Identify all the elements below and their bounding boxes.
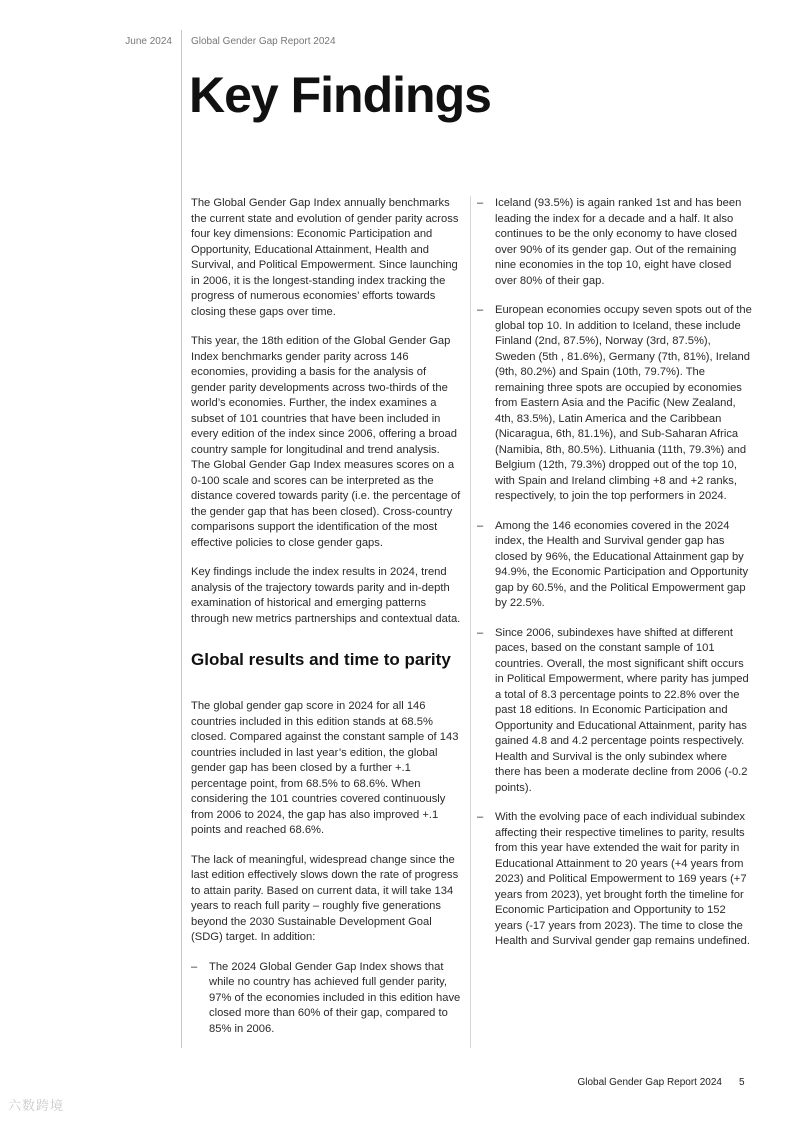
list-item xyxy=(477,519,752,612)
bullet-dash: – xyxy=(477,197,484,209)
section-heading: Global results and time to parity xyxy=(191,650,451,669)
header-report-title: Global Gender Gap Report 2024 xyxy=(191,36,336,47)
footer-report-title: Global Gender Gap Report 2024 xyxy=(577,1077,722,1088)
list-item xyxy=(191,960,461,1038)
key-findings-paragraph: Key findings include the index results in 2024, trend analysis of the trajectory towards parity and in-depth examination of historical and emerging patterns through new metrics partnerships and contextual data. xyxy=(191,566,461,625)
watermark-logo: 六数跨境 xyxy=(8,1098,65,1113)
right-column xyxy=(477,196,752,964)
list-item-text: The 2024 Global Gender Gap Index shows that while no country has achieved full gender parity, 97% of the economies included in this edition have closed more than 60% of their gap, compared to 85% in 2006. xyxy=(209,960,461,1035)
margin-divider xyxy=(181,30,182,1048)
list-item xyxy=(477,810,752,950)
edition-paragraph: This year, the 18th edition of the Global Gender Gap Index benchmarks gender parity across 146 economies, providing a basis for the analysis of gender parity developments across two-thirds of the world’s economies. Further, the index examines a subset of 101 countries that have been included in every edition of the index since 2006, offering a broad country sample for longitudinal and trend analysis. The Global Gender Gap Index measures scores on a 0-100 scale and scores can be interpreted as the distance covered towards parity (i.e. the percentage of the gender gap that has been closed). Cross-country comparisons support the identification of the most effective policies to close gender gaps. xyxy=(191,335,461,549)
left-column xyxy=(191,196,461,1051)
bullet-dash: – xyxy=(191,960,198,973)
list-item-text: Among the 146 economies covered in the 2024 index, the Health and Survival gender gap has closed by 96%, the Educational Attainment gap by 94.9%, the Economic Participation and Opportunity gap by 60.5%, and the Political Empowerment gap by 22.5%. xyxy=(495,519,749,609)
list-item xyxy=(477,626,752,797)
bullet-dash: – xyxy=(477,626,484,639)
list-item xyxy=(477,196,752,289)
bullet-dash: – xyxy=(477,811,484,823)
page-title: Key Findings xyxy=(189,67,491,123)
bullet-dash: – xyxy=(477,304,484,316)
list-item-text: Since 2006, subindexes have shifted at different paces, based on the constant sample of 101 countries. Overall, the most significant shift occurs in Political Empowerment, where parity has jumped a total of 8.3 percentage points to 22.8% over the past 18 editions. In Economic Participation and Opportunity and Educational Attainment, parity has gained 4.8 and 4.2 percentage points respectively. Health and Survival is the only subindex where there has been a moderate decline from 2006 (-0.2 points). xyxy=(495,626,749,794)
parity-paragraph: The lack of meaningful, widespread change since the last edition effectively slows down the rate of progress to attain parity. Based on current data, it will take 134 years to reach full parity – roughly five generations beyond the 2030 Sustainable Development Goal (SDG) target. In addition: xyxy=(191,853,459,943)
column-divider xyxy=(470,196,471,1048)
global-score-paragraph: The global gender gap score in 2024 for all 146 countries included in this edition stands at 68.5% closed. Compared against the constant sample of 143 countries included in last year’s edition, the global gender gap has been closed by a further +.1 percentage point, from 68.5% to 68.6%. When considering the 101 countries covered continuously from 2006 to 2024, the gap has also improved +.1 points and reached 68.6%. xyxy=(191,700,459,836)
bullet-dash: – xyxy=(477,519,484,532)
page-number: 5 xyxy=(739,1077,745,1088)
intro-paragraph: The Global Gender Gap Index annually benchmarks the current state and evolution of gender parity across four key dimensions: Economic Participation and Opportunity, Educational Attainment, Health and Survival, and Political Empowerment. Since launching in 2006, it is the longest-standing index tracking the progress of numerous economies’ efforts towards closing these gaps over time. xyxy=(191,197,459,318)
header-date: June 2024 xyxy=(125,36,172,47)
list-item-text: European economies occupy seven spots out of the global top 10. In addition to Iceland, these include Finland (2nd, 87.5%), Norway (3rd, 87.5%), Sweden (5th , 81.6%), Germany (7th, 81%), Ireland (9th, 80.2%) and Spain (10th, 79.7%). The remaining three spots are occupied by economies from Eastern Asia and the Pacific (New Zealand, 4th, 83.5%), Latin America and the Caribbean (Nicaragua, 6th, 81.1%), and Sub-Saharan Africa (Namibia, 8th, 80.5%). Lithuania (11th, 79.3%) and Belgium (12th, 79.3%) dropped out of the top 10, with Spain and Ireland climbing +8 and +2 ranks, respectively, to join the top performers in 2024. xyxy=(495,304,752,502)
list-item xyxy=(477,303,752,505)
list-item-text: With the evolving pace of each individual subindex affecting their respective timelines to parity, results from this year have extended the wait for parity in Educational Attainment to 20 years (+4 years from 2023) and Political Empowerment to 169 years (+7 years from 2023), yet brought forth the timeline for Economic Participation and Opportunity to 152 years (-17 years from 2023). The time to close the Health and Survival gender gap remains undefined. xyxy=(495,811,750,947)
list-item-text: Iceland (93.5%) is again ranked 1st and has been leading the index for a decade and a half. It also continues to be the only economy to have closed over 90% of its gender gap. Out of the remaining nine economies in the top 10, eight have closed over 80% of their gap. xyxy=(495,197,742,287)
